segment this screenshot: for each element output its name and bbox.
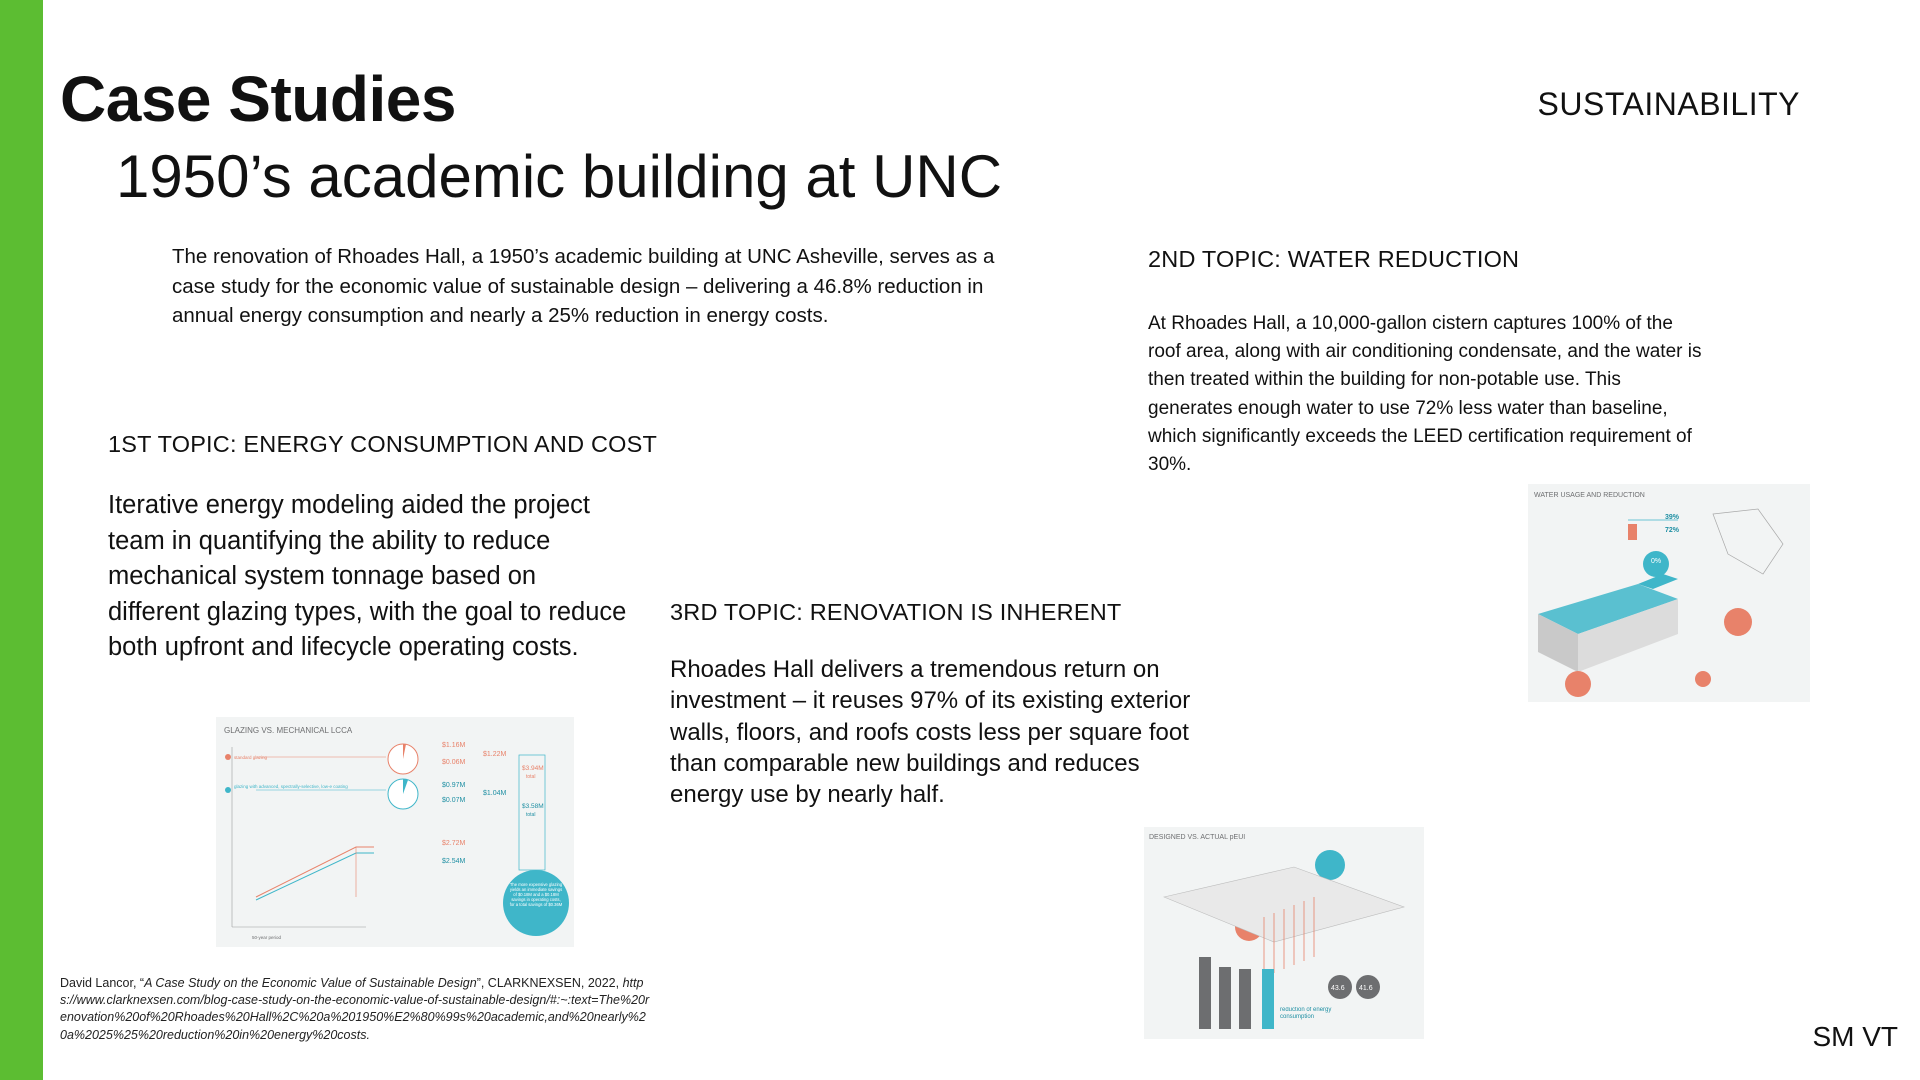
sum-advanced: $1.04M	[483, 790, 507, 797]
intro-paragraph: The renovation of Rhoades Hall, a 1950’s academic building at UNC Asheville, serves as a case study for the economic value of sustainable design – delivering a 46.8% reduction in annual energy consumption and nearly a 25% reduction in energy costs.	[172, 245, 995, 327]
page-subtitle: 1950’s academic building at UNC	[116, 143, 1003, 210]
glazing-cost-advanced: $0.07M	[442, 797, 466, 804]
peui-figure-title: DESIGNED VS. ACTUAL pEUI	[1149, 834, 1246, 841]
peui-bar-designed	[1219, 967, 1231, 1029]
water-usage-bar	[1628, 524, 1637, 540]
water-pct-a: 39%	[1665, 514, 1680, 521]
peui-bar-existing	[1199, 957, 1211, 1029]
citation-article-title: A Case Study on the Economic Value of Sustainable Design	[144, 976, 477, 990]
citation-note	[60, 975, 650, 1044]
peui-bar-actual	[1239, 969, 1251, 1029]
mech-cost-advanced: $0.97M	[442, 782, 466, 789]
water-pct-b: 72%	[1665, 527, 1680, 534]
glazing-lcca-chart	[216, 717, 574, 947]
peui-value-a: 43.6	[1331, 985, 1345, 992]
peui-callout-teal	[1315, 850, 1345, 880]
topic-1-body: Iterative energy modeling aided the project team in quantifying the ability to reduce mechanical system tonnage based on different glazing types, with the goal to reduce both upfront and lifecycle operating costs.	[108, 491, 627, 661]
glazing-figure-title: GLAZING VS. MECHANICAL LCCA	[224, 726, 353, 735]
peui-figure	[1144, 827, 1424, 1039]
total-advanced-word: total	[526, 812, 536, 818]
glazing-x-axis-label: 50-year period	[252, 935, 282, 940]
page-title: Case Studies	[60, 63, 456, 135]
savings-callout-text: The more expensive glazing yields an immediate savings of $0.18M and a $0.18M savings in operating costs, for a total savings of $0.36M	[509, 882, 563, 907]
water-callout-orange-left	[1565, 671, 1591, 697]
citation-author: David Lancor, “	[60, 976, 145, 990]
total-advanced: $3.58M	[522, 803, 544, 810]
topic-2-body: At Rhoades Hall, a 10,000-gallon cistern captures 100% of the roof area, along with air conditioning condensate, and the water is then treated within the building for non-potable use. This generates enough water to use 72% less water than baseline, which significantly exceeds the LEED certification requirement of 30%.	[1148, 313, 1702, 476]
legend-advanced-label: glazing with advanced, spectrally-selective, low-e coating	[234, 784, 348, 789]
glazing-lcca-figure	[216, 717, 574, 947]
citation-publisher: ”, CLARKNEXSEN, 2022,	[476, 976, 620, 990]
op-cost-advanced: $2.54M	[442, 858, 466, 865]
water-usage-diagram	[1528, 484, 1810, 702]
water-callout-orange-small	[1695, 671, 1711, 687]
topic-2-heading: 2ND TOPIC: WATER REDUCTION	[1148, 246, 1520, 272]
total-standard: $3.94M	[522, 765, 544, 772]
total-standard-word: total	[526, 774, 536, 780]
water-callout-orange-right	[1724, 608, 1752, 636]
accent-sidebar-bar	[0, 0, 43, 1080]
topic-1-heading: 1ST TOPIC: ENERGY CONSUMPTION AND COST	[108, 431, 658, 457]
topic-3-heading: 3RD TOPIC: RENOVATION IS INHERENT	[670, 599, 1122, 625]
sum-standard: $1.22M	[483, 751, 507, 758]
site-plan-outline	[1713, 509, 1783, 574]
peui-caption: reduction of energy consumption	[1280, 1007, 1332, 1020]
signature-initials: SM VT	[1812, 1021, 1898, 1052]
peui-bar-reduction	[1262, 969, 1274, 1029]
peui-value-b: 41.6	[1359, 985, 1373, 992]
water-pct-c: 0%	[1651, 558, 1662, 565]
legend-advanced-marker	[225, 787, 231, 793]
category-label: SUSTAINABILITY	[1537, 86, 1800, 122]
legend-standard-marker	[225, 754, 231, 760]
legend-standard-label: standard glazing	[234, 755, 268, 760]
water-usage-figure	[1528, 484, 1810, 702]
citation-url: https://www.clarknexsen.com/blog-case-study-on-the-economic-value-of-sustainable-design/#:~:text=The%20renovation%20of%20Rhoades%20Hall%2C%20a%201950%E2%80%99s%20academic,and%20nearly%20a%2025%25%20reduction%20in%20energy%20costs.	[60, 976, 650, 1042]
mech-cost-standard: $1.16M	[442, 742, 466, 749]
glazing-cost-standard: $0.06M	[442, 759, 466, 766]
peui-diagram	[1144, 827, 1424, 1039]
topic-3-body: Rhoades Hall delivers a tremendous return on investment – it reuses 97% of its existing exterior walls, floors, and roofs costs less per square foot than comparable new buildings and reduces energy use by nearly half.	[670, 656, 1191, 809]
water-figure-title: WATER USAGE AND REDUCTION	[1534, 492, 1645, 499]
op-cost-standard: $2.72M	[442, 840, 466, 847]
